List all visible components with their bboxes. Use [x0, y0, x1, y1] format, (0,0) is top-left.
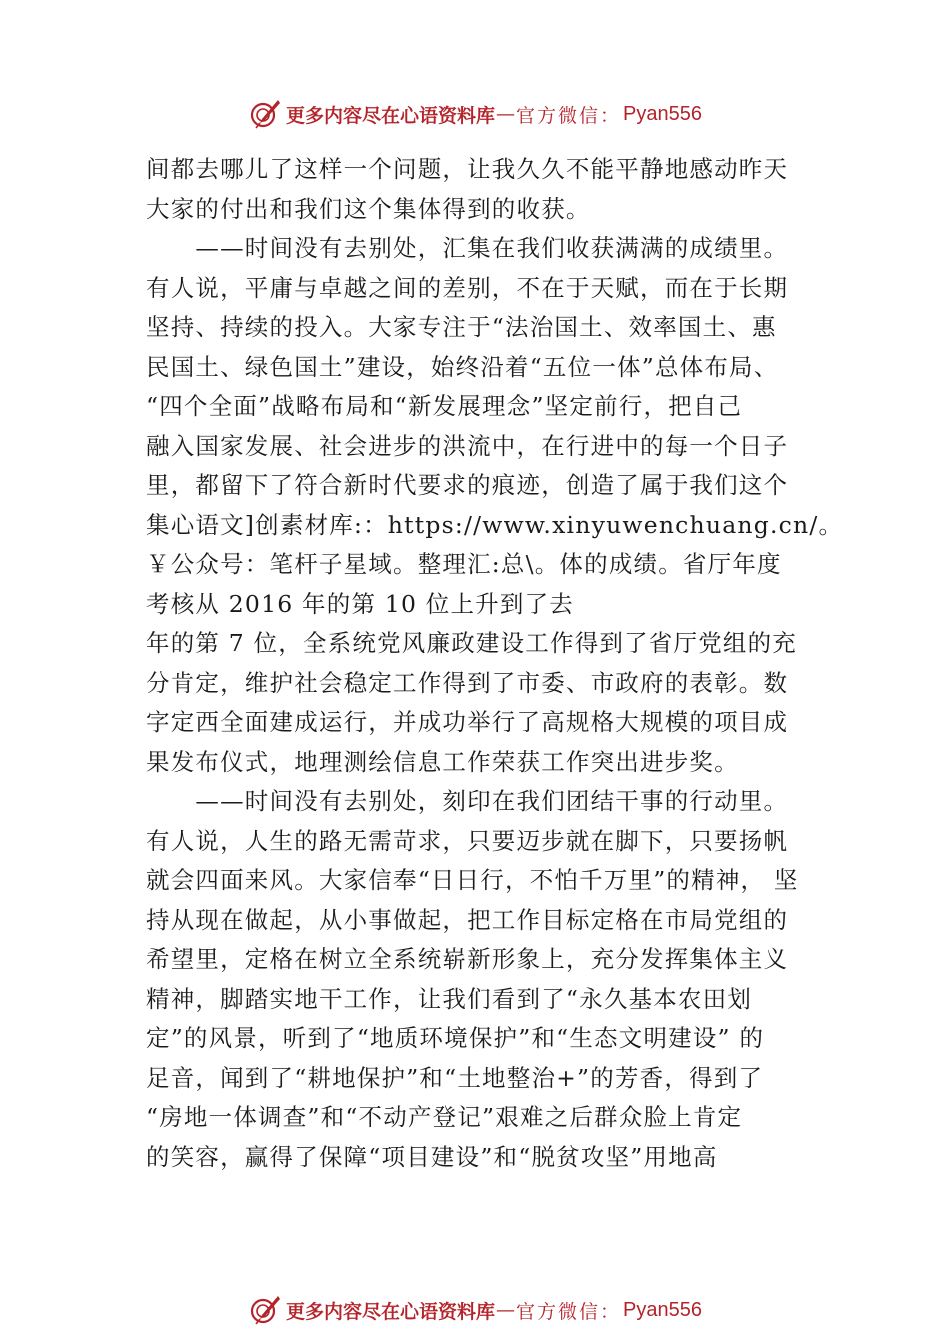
banner-brand-text: 更多内容尽在心语资料库 — [286, 1300, 496, 1323]
text-line: ——时间没有去别处，刻印在我们团结干事的行动里。 — [146, 787, 789, 815]
banner-brand-text: 更多内容尽在心语资料库 — [286, 104, 496, 127]
banner-wechat-handle: Pyan556 — [623, 102, 702, 125]
text-line: 就会四面来风。大家信奉“日日行，不怕千万里”的精神， 坚 — [146, 866, 799, 894]
text-line: 定”的风景，听到了“地质环境保护”和“生态文明建设” 的 — [146, 1024, 765, 1052]
text-line: 的笑容，赢得了保障“项目建设”和“脱贫攻坚”用地高 — [146, 1142, 718, 1171]
banner-official-label: 官方微信： — [516, 104, 622, 127]
text-line: 间都去哪儿了这样一个问题，让我久久不能平静地感动昨天 — [146, 155, 789, 183]
text-line: 足音，闻到了“耕地保护”和“土地整治+”的芳香，得到了 — [146, 1063, 764, 1092]
text-line: 字定西全面建成运行，并成功举行了高规格大规模的项目成 — [146, 708, 789, 736]
text-line: 有人说，平庸与卓越之间的差别，不在于天赋，而在于长期 — [146, 273, 789, 302]
text-line: ——时间没有去别处，汇集在我们收获满满的成绩里。 — [146, 234, 789, 262]
text-line: 里，都留下了符合新时代要求的痕迹，创造了属于我们这个 — [146, 471, 789, 499]
quill-logo-icon — [248, 97, 282, 131]
banner-wechat-handle: Pyan556 — [623, 1298, 702, 1321]
text-line: “房地一体调查”和“不动产登记”艰难之后群众脸上肯定 — [146, 1103, 743, 1131]
text-line: 民国土、绿色国土”建设，始终沿着“五位一体”总体布局、 — [146, 352, 779, 381]
banner-dash: — — [496, 1299, 516, 1321]
text-line: 融入国家发展、社会进步的洪流中，在行进中的每一个日子 — [146, 431, 789, 460]
text-line: 分肯定，维护社会稳定工作得到了市委、市政府的表彰。数 — [146, 668, 789, 697]
banner-dash: — — [496, 103, 516, 125]
text-line: 持从现在做起，从小事做起，把工作目标定格在市局党组的 — [146, 905, 789, 934]
header-banner — [0, 94, 950, 134]
footer-banner — [0, 1290, 950, 1330]
text-line: ￥公众号：笔杆子星域。整理汇:总\。体的成绩。省厅年度 — [146, 550, 782, 578]
text-line: 考核从 2016 年的第 10 位上升到了去 — [146, 589, 574, 618]
text-line: 有人说，人生的路无需苛求，只要迈步就在脚下，只要扬帆 — [146, 826, 789, 855]
text-line: 年的第 7 位，全系统党风廉政建设工作得到了省厅党组的充 — [146, 629, 797, 657]
banner-official-label: 官方微信： — [516, 1300, 622, 1323]
text-line: 精神，脚踏实地干工作，让我们看到了“永久基本农田划 — [146, 984, 753, 1013]
document-body — [146, 150, 844, 1177]
text-line: 果发布仪式，地理测绘信息工作荣获工作突出进步奖。 — [146, 747, 739, 776]
text-line-link: 集心语文]创素材库:：https://www.xinyuwenchuang.cn/。 — [146, 510, 844, 539]
quill-logo-icon — [248, 1293, 282, 1327]
text-line: 大家的付出和我们这个集体得到的收获。 — [146, 194, 591, 223]
text-line: “四个全面”战略布局和“新发展理念”坚定前行，把自己 — [146, 392, 743, 420]
text-line: 希望里，定格在树立全系统崭新形象上，充分发挥集体主义 — [146, 945, 789, 973]
text-line: 坚持、持续的投入。大家专注于“法治国土、效率国土、惠 — [146, 313, 777, 341]
